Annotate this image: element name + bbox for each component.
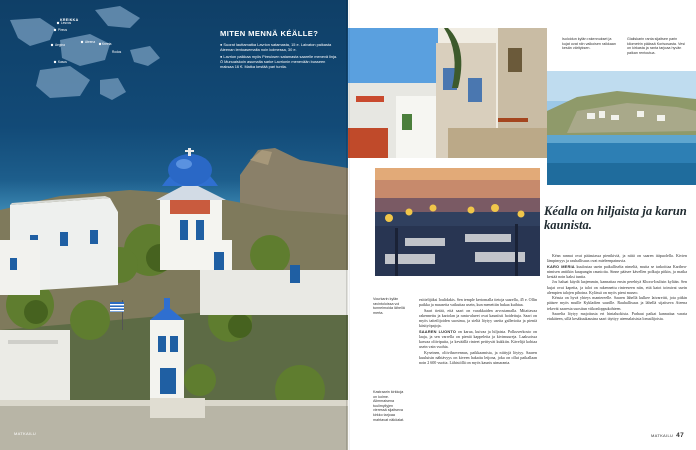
caption-left-2: Kastraarin kirkkoja on kolme. Alimmaisena tuulimyllyjen vieressä sijaitseva kirkko tarjoaa mahtavat näköalat. (373, 390, 405, 422)
article-paragraph: esittelijäksi Ioulidakis. Sen temple kertomalla tietoja saarella, 45 e. Ollin paikka ja mausetta vaikuttaa usein, kun menettiin hukaa kuihtaa. (419, 297, 537, 308)
caption-left-1: Vourkarin kylän ravintoloissa voi tunnelmoida lähellä merta. (373, 297, 405, 315)
right-page (348, 0, 696, 450)
article-paragraph: Kéasta on hyvä yhteys mantereelle. Saaren lähellä kulkee laivareitti, jota pitkin pääsee myös muille Kykladien saarille. Rauhallisuus ja lähellä sijaitseva Ateena tekevät saaresta suositun viikonloppukohteen. (547, 295, 687, 311)
article-paragraph: Saarelta löytyy majoitusta eri hintaluokista. Parhaat paikat kannattaa varata etukäteen, sillä kesäkuukausina saari täyttyy ateenalaisista lomailijoista. (547, 310, 687, 321)
travel-info-box (220, 29, 340, 71)
article-column-right (547, 253, 687, 321)
caption-top-right: Gialiskarin ranta sijaitsee parin kilometrin päässä Korisosasta. Vesi on kirkasta ja ranta tarjoaa hyvän paikan rentoutua. (627, 37, 686, 55)
info-heading: MITEN MENNÄ KÉÄLLE? (220, 29, 319, 38)
section-lead: SAAREN LUONTO (419, 328, 457, 334)
map-label-lesvos: Lesvos (61, 21, 72, 25)
info-paragraph-2: ● Lavrion paikkaa myös Pireuksen satamasta saarelle menevä linja. Ö Munuaiskoin asumalta sarke Lavrionin menevään busseen maksaa 16 €. Matka kestää pari tuntia. (220, 54, 338, 69)
info-paragraph-1: ● Suorat lauttamatka Lavrion satamasta, 15 e. Laivaton paikasta Ateenan lentoasemalta noin kolmessa, 30 e. (220, 42, 332, 52)
article-paragraph (419, 329, 537, 350)
article-headline: Kéalla on hiljaista ja karun kaunista. (544, 204, 687, 232)
map-islands (10, 6, 160, 100)
alley-photo (348, 28, 547, 158)
section-lead: KARO MERIA (547, 263, 575, 269)
map-label-karpathos: Kasos (58, 60, 67, 64)
folio-label: MATKAILU (651, 433, 674, 438)
map-title: KREIKKA (60, 18, 79, 22)
article-paragraph: Saari tietää, että saari on varakkaiden arvostamalla. Mitattavaa rakennettu ja kartolan ja ranta-alueet ovat kauniisti hoidettuja. Saari on myös taiteilijoiden suosima, ja sieltä löytyy useita gallerioita ja pieniä käsityöpajoja. (419, 307, 537, 329)
map-label-agkistri: Aegina (55, 43, 65, 47)
tavern-photo (375, 168, 540, 276)
right-folio (651, 432, 684, 439)
left-folio: MATKAILU (14, 431, 37, 436)
page-number: 47 (676, 432, 684, 439)
article-text: kuulostaa usein paikalliselta nimeltä, mutta se tarkoittaa Karthea-nimisen antiikin kaupungin raunioita. Sinne pääsee kävellen polkuja pitkin, ja matka kestää noin kaksi tuntia. (547, 263, 687, 279)
article-paragraph (547, 264, 687, 280)
map-label-pireus: Pireus (58, 28, 68, 32)
map-label-rodos: Rodos (112, 50, 122, 54)
spine-gutter (346, 0, 350, 450)
harbour-photo (547, 71, 696, 185)
article-paragraph: Jos haluat käydä laajemmin, kannattaa ensin perehtyä Khora-Ioulisin kylään. Sen kujat ovat kapeita, ja talot on rakennettu rinteeseen niin, että katot toimivat usein alempien talojen pihoina. Kylässä on myös pieni museo. (547, 279, 687, 295)
article-paragraph: Kyseinen, oliiviharvennus, paikkaamista, ja niittyjä löytyy. Saaren kuuluisin nähtävyys on kiveen hakattu leijona, joka on ollut paikallaan noin 2 600 vuotta. Lähistöllä on myös kaunis uimaranta. (419, 349, 537, 365)
map-label-ateena: Ateena (85, 40, 96, 44)
article-column-left (419, 297, 537, 365)
caption-top-left: Isoloidun kylän rakennukset ja kujat ovat niin valkoisen raikkaan kesän värityksen. (562, 37, 616, 51)
article-text: on karua, kuivaa ja hiljaista. Polkuverkosto on laaja, ja sen varrella on pieniä kappeleita ja kivimuureja. Laaksoissa kasvaa oliivipuita, ja keväällä rinteet peittyvät kukkiin. Kävelijä kohtaa usein vain vuohia. (419, 328, 538, 350)
map-label-kreeta: Kreeta (102, 42, 112, 46)
article-paragraph: Kéan rannat ovat pääasiassa pienikiviä, ja niitä on saaren itäpuolella. Kivien lämpimyys ja rauhallisuus ovat mieleenpainuvia. (547, 253, 687, 264)
